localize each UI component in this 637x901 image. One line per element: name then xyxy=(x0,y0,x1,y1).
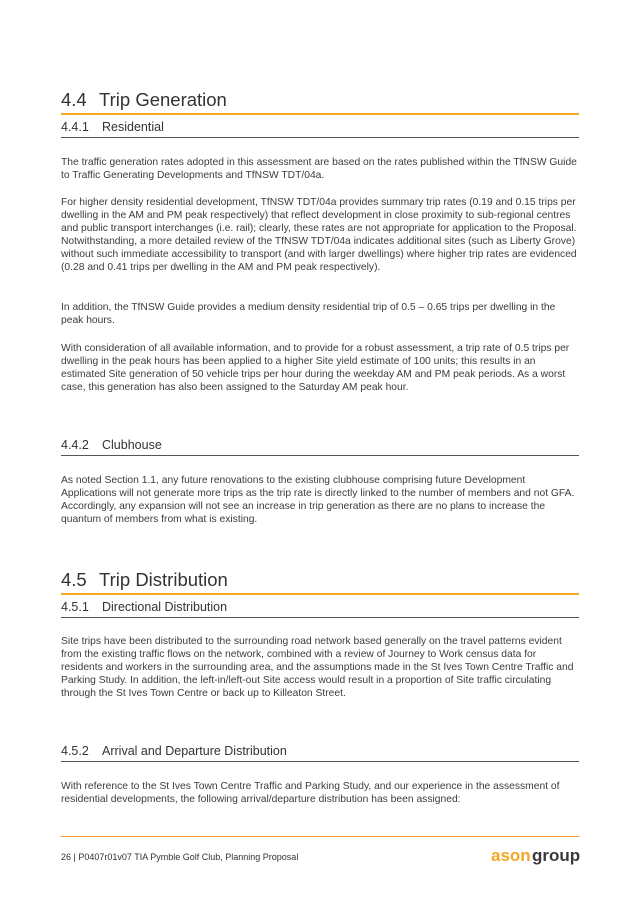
subsection-heading xyxy=(61,119,579,138)
section-number: 4.4 xyxy=(61,89,87,110)
paragraph-residential-1: The traffic generation rates adopted in this assessment are based on the rates published within the TfNSW Guide to Traffic Generating Developments and TfNSW TDT/04a. xyxy=(61,157,577,182)
paragraph-residential-4: With consideration of all available information, and to provide for a robust assessment, a trip rate of 0.5 trips per dwelling in the peak hours has been applied to a higher Site yield estimate of 100 units; this results in an estimated Site generation of 50 vehicle trips per hour during the weekday AM and PM peak periods. As a worst case, this generation has also been assigned to the Saturday AM peak hour. xyxy=(61,343,570,394)
paragraph-arrival-1: With reference to the St Ives Town Centre Traffic and Parking Study, and our experience in the assessment of residential developments, the following arrival/departure distribution has been assigned: xyxy=(61,781,560,806)
subsection-number: 4.5.1 xyxy=(61,600,89,614)
subsection-clubhouse-heading xyxy=(61,437,579,456)
subsection-number: 4.4.2 xyxy=(61,438,89,452)
subsection-title: Directional Distribution xyxy=(102,600,228,614)
subsection-number: 4.5.2 xyxy=(61,744,89,758)
paragraph-clubhouse-1: As noted Section 1.1, any future renovations to the existing clubhouse comprising future Development Applications will not generate more trips as the trip rate is directly linked to the number of members and not GFA. Accordingly, any expansion will not see an increase in trip generation as there are no plans to increase the quantum of members from what is existing. xyxy=(61,475,575,526)
subsection-title: Arrival and Departure Distribution xyxy=(102,744,287,758)
subsection-title: Residential xyxy=(102,120,164,134)
subsection-heading xyxy=(61,437,579,456)
section-number: 4.5 xyxy=(61,569,87,590)
footer-divider xyxy=(61,836,579,837)
subsection-title: Clubhouse xyxy=(102,438,162,452)
paragraph-residential-3: In addition, the TfNSW Guide provides a medium density residential trip of 0.5 – 0.65 trips per dwelling in the peak hours. xyxy=(61,302,556,327)
subsection-number: 4.4.1 xyxy=(61,120,89,134)
subsection-residential-heading xyxy=(61,119,579,138)
subsection-heading xyxy=(61,743,579,762)
section-trip-generation-heading xyxy=(61,89,579,115)
subsection-heading xyxy=(61,599,579,618)
paragraph-directional-1: Site trips have been distributed to the surrounding road network based generally on the travel patterns evident from the existing traffic flows on the network, combined with a review of Journey to Work census data for residents and workers in the surrounding area, and the assumptions made in the St Ives Town Centre Traffic and Parking Study. In addition, the left-in/left-out Site access would result in a proportion of Site traffic circulating through the St Ives Town Centre or back up to Killeaton Street. xyxy=(61,636,574,700)
logo-text-group: group xyxy=(532,846,581,865)
section-heading xyxy=(61,569,579,595)
section-title: Trip Distribution xyxy=(99,569,228,590)
subsection-directional-heading xyxy=(61,599,579,618)
logo-text-ason: ason xyxy=(491,846,531,865)
ason-group-logo xyxy=(491,842,581,868)
footer-text: 26 | P0407r01v07 TIA Pymble Golf Club, Planning Proposal xyxy=(61,852,299,862)
paragraph-residential-2: For higher density residential development, TfNSW TDT/04a provides summary trip rates (0.19 and 0.15 trips per dwelling in the AM and PM peak respectively) that reflect development in close proximity to sub-regional centres and public transport interchanges (i.e. rail); clearly, these rates are not appropriate for application to the Proposal. Notwithstanding, a more detailed review of the TfNSW TDT/04a indicates additional sites (such as Liberty Grove) without such immediate accessibility to transport (and with larger dwellings) where higher trip rates are evidenced (0.28 and 0.41 trips per dwelling in the AM and PM peak respectively). xyxy=(61,197,577,274)
section-heading xyxy=(61,89,579,115)
section-title: Trip Generation xyxy=(99,89,227,110)
section-trip-distribution-heading xyxy=(61,569,579,595)
subsection-arrival-heading xyxy=(61,743,579,762)
